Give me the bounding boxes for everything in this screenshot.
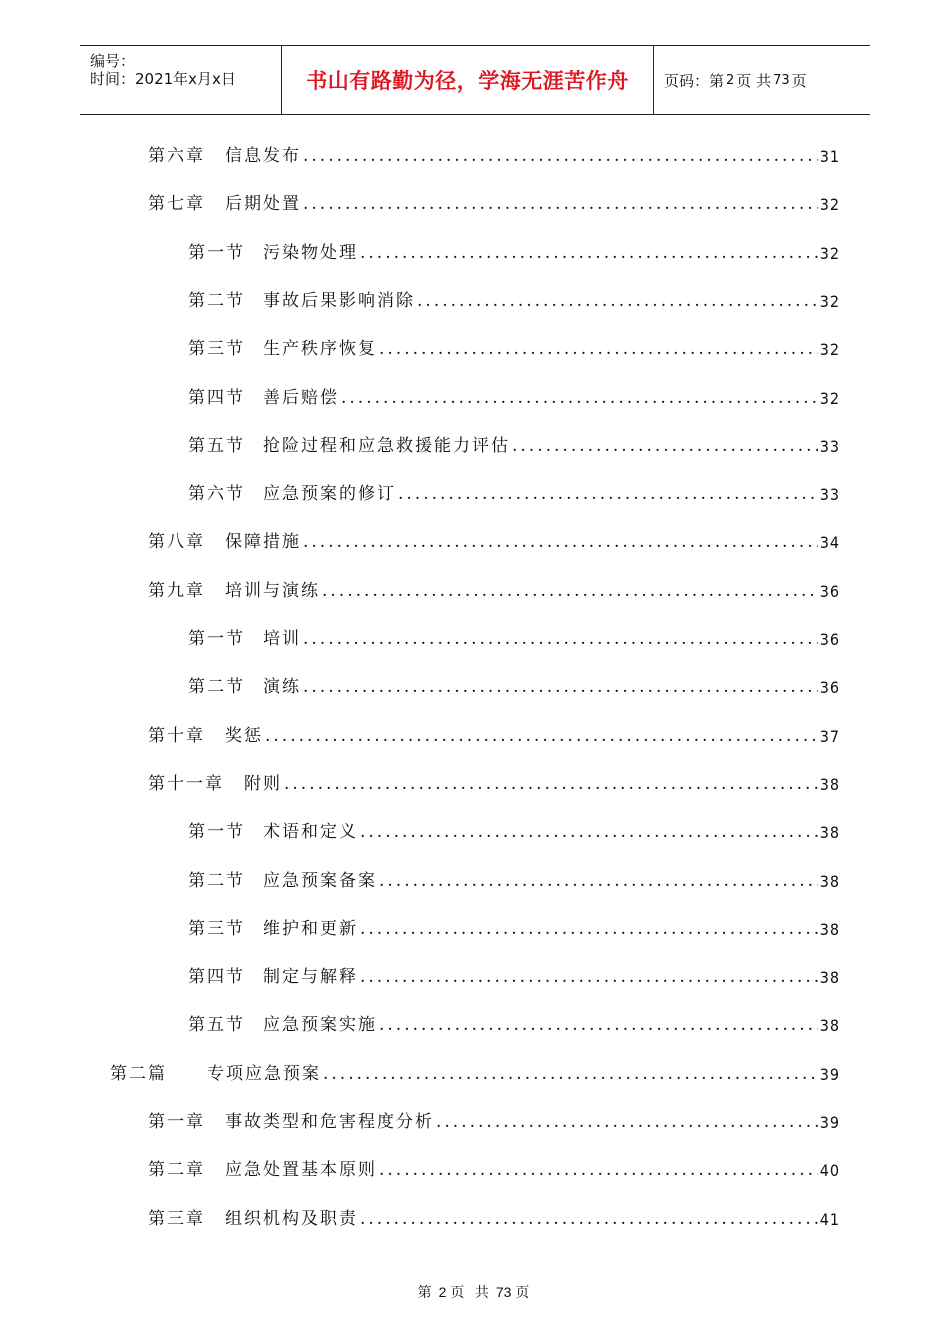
toc-leader-dots bbox=[303, 677, 818, 697]
toc-entry-title: 维护和更新 bbox=[263, 919, 358, 939]
toc-entry-number: 第九章 bbox=[148, 581, 205, 601]
toc-entry[interactable] bbox=[188, 474, 840, 504]
toc-entry-page: 32 bbox=[819, 244, 840, 263]
toc-entry-number: 第十一章 bbox=[148, 774, 224, 794]
toc-entry-page: 32 bbox=[819, 195, 840, 214]
toc-entry-page: 40 bbox=[819, 1161, 840, 1180]
header-page-suffix: 页 bbox=[791, 71, 807, 90]
toc-entry-title: 事故类型和危害程度分析 bbox=[225, 1112, 434, 1132]
toc-entry[interactable] bbox=[148, 1199, 840, 1229]
toc-entry[interactable] bbox=[148, 1150, 840, 1180]
toc-entry-title: 应急处置基本原则 bbox=[225, 1160, 377, 1180]
toc-entry-page: 38 bbox=[819, 920, 840, 939]
toc-entry[interactable] bbox=[188, 667, 840, 697]
toc-entry-number: 第五节 bbox=[188, 436, 245, 456]
toc-entry[interactable] bbox=[188, 957, 840, 987]
toc-leader-dots bbox=[341, 388, 818, 408]
toc-leader-dots bbox=[360, 967, 818, 987]
footer-page-total: 73 bbox=[495, 1284, 512, 1300]
toc-entry-label bbox=[148, 576, 320, 601]
toc-entry-label bbox=[188, 286, 415, 311]
toc-entry-page: 32 bbox=[819, 340, 840, 359]
toc-entry-title: 培训 bbox=[263, 629, 301, 649]
toc-entry-number: 第三章 bbox=[148, 1209, 205, 1229]
toc-entry-label bbox=[148, 189, 301, 214]
toc-entry-page: 36 bbox=[819, 582, 840, 601]
toc-leader-dots bbox=[303, 194, 818, 214]
toc-entry-page: 38 bbox=[819, 775, 840, 794]
toc-entry[interactable] bbox=[188, 281, 840, 311]
toc-entry-label bbox=[188, 431, 510, 456]
header-meta-cell bbox=[80, 46, 282, 114]
toc-entry-page: 36 bbox=[819, 678, 840, 697]
toc-leader-dots bbox=[303, 532, 818, 552]
toc-entry-number: 第一章 bbox=[148, 1112, 205, 1132]
toc-entry-title: 善后赔偿 bbox=[263, 388, 339, 408]
toc-entry-label bbox=[148, 769, 282, 794]
toc-entry-title: 应急预案实施 bbox=[263, 1015, 377, 1035]
toc-entry-label bbox=[148, 141, 301, 166]
toc-entry[interactable] bbox=[188, 812, 840, 842]
toc-entry-number: 第五节 bbox=[188, 1015, 245, 1035]
toc-entry-title: 培训与演练 bbox=[225, 581, 320, 601]
toc-entry[interactable] bbox=[148, 136, 840, 166]
toc-entry-page: 33 bbox=[819, 485, 840, 504]
header-page-total: 73 bbox=[773, 72, 790, 88]
toc-entry-label bbox=[188, 962, 358, 987]
toc-entry[interactable] bbox=[188, 378, 840, 408]
toc-entry-page: 38 bbox=[819, 823, 840, 842]
toc-entry-page: 31 bbox=[819, 147, 840, 166]
toc-entry-page: 37 bbox=[819, 727, 840, 746]
toc-leader-dots bbox=[265, 726, 818, 746]
toc-entry-page: 36 bbox=[819, 630, 840, 649]
toc-entry-page: 33 bbox=[819, 437, 840, 456]
toc-entry-title: 演练 bbox=[263, 677, 301, 697]
toc-leader-dots bbox=[360, 822, 818, 842]
header-page-prefix: 页码：第 bbox=[664, 71, 725, 90]
toc-entry[interactable] bbox=[188, 619, 840, 649]
toc-entry[interactable] bbox=[188, 426, 840, 456]
toc-leader-dots bbox=[417, 291, 818, 311]
toc-entry-title: 信息发布 bbox=[225, 146, 301, 166]
header-page-mid: 页 共 bbox=[736, 71, 772, 90]
header-page-info bbox=[654, 46, 870, 114]
footer-suffix: 页 bbox=[515, 1285, 533, 1301]
toc-entry-page: 38 bbox=[819, 1016, 840, 1035]
footer-mid: 页 共 bbox=[450, 1285, 492, 1301]
header-motto: 书山有路勤为径，学海无涯苦作舟 bbox=[282, 46, 654, 114]
toc-leader-dots bbox=[303, 629, 818, 649]
toc-entry-title: 奖惩 bbox=[225, 726, 263, 746]
toc-entry[interactable] bbox=[148, 716, 840, 746]
footer-page-number: 2 bbox=[438, 1284, 447, 1300]
toc-entry-label bbox=[188, 238, 358, 263]
toc-entry-page: 39 bbox=[819, 1065, 840, 1084]
toc-entry-label bbox=[188, 624, 301, 649]
toc-entry[interactable] bbox=[110, 1054, 840, 1084]
toc-entry-title: 制定与解释 bbox=[263, 967, 358, 987]
toc-leader-dots bbox=[379, 1015, 818, 1035]
page-footer bbox=[0, 1282, 950, 1302]
toc-entry-title: 应急预案备案 bbox=[263, 871, 377, 891]
toc-entry-title: 抢险过程和应急救援能力评估 bbox=[263, 436, 510, 456]
toc-entry[interactable] bbox=[188, 861, 840, 891]
toc-leader-dots bbox=[303, 146, 818, 166]
toc-entry[interactable] bbox=[188, 1005, 840, 1035]
toc-leader-dots bbox=[323, 1064, 818, 1084]
toc-leader-dots bbox=[512, 436, 818, 456]
toc-entry-label bbox=[188, 817, 358, 842]
toc-leader-dots bbox=[360, 1209, 818, 1229]
toc-entry-title: 专项应急预案 bbox=[207, 1064, 321, 1084]
toc-entry-label bbox=[110, 1059, 321, 1084]
toc-entry-number: 第六节 bbox=[188, 484, 245, 504]
toc-entry-title: 保障措施 bbox=[225, 532, 301, 552]
toc-entry-title: 组织机构及职责 bbox=[225, 1209, 358, 1229]
toc-entry-page: 38 bbox=[819, 968, 840, 987]
toc-entry-label bbox=[188, 383, 339, 408]
toc-entry[interactable] bbox=[148, 1102, 840, 1132]
toc-entry[interactable] bbox=[148, 571, 840, 601]
toc-entry-label bbox=[188, 866, 377, 891]
toc-entry-title: 污染物处理 bbox=[263, 243, 358, 263]
toc-entry[interactable] bbox=[148, 184, 840, 214]
toc-entry-number: 第一节 bbox=[188, 822, 245, 842]
toc-entry-label bbox=[188, 914, 358, 939]
toc-leader-dots bbox=[360, 243, 818, 263]
toc-entry-label bbox=[188, 479, 396, 504]
toc-leader-dots bbox=[379, 339, 818, 359]
toc-entry-number: 第二篇 bbox=[110, 1064, 167, 1084]
page-header bbox=[80, 45, 870, 115]
toc-entry-number: 第一节 bbox=[188, 629, 245, 649]
toc-entry-title: 应急预案的修订 bbox=[263, 484, 396, 504]
toc-entry-label bbox=[188, 334, 377, 359]
toc-entry[interactable] bbox=[188, 329, 840, 359]
header-page-number: 2 bbox=[726, 72, 735, 88]
toc-entry-page: 34 bbox=[819, 533, 840, 552]
toc-entry-title: 术语和定义 bbox=[263, 822, 358, 842]
toc-entry-title: 附则 bbox=[244, 774, 282, 794]
toc-entry-label bbox=[188, 1010, 377, 1035]
toc-entry-number: 第三节 bbox=[188, 339, 245, 359]
toc-entry[interactable] bbox=[188, 233, 840, 263]
toc-entry-page: 32 bbox=[819, 389, 840, 408]
toc-entry-page: 32 bbox=[819, 292, 840, 311]
toc-entry-page: 39 bbox=[819, 1113, 840, 1132]
toc-entry-number: 第四节 bbox=[188, 967, 245, 987]
toc-entry-number: 第二节 bbox=[188, 291, 245, 311]
footer-prefix: 第 bbox=[417, 1285, 435, 1301]
toc-entry-number: 第二节 bbox=[188, 871, 245, 891]
toc-leader-dots bbox=[379, 871, 818, 891]
toc-entry-page: 38 bbox=[819, 872, 840, 891]
toc-entry-title: 生产秩序恢复 bbox=[263, 339, 377, 359]
toc-entry-label bbox=[148, 1204, 358, 1229]
serial-label: 编号： bbox=[90, 52, 136, 70]
toc-entry-label bbox=[148, 1155, 377, 1180]
toc-entry-number: 第三节 bbox=[188, 919, 245, 939]
toc-entry-label bbox=[148, 721, 263, 746]
toc-entry-number: 第二节 bbox=[188, 677, 245, 697]
toc-entry-title: 事故后果影响消除 bbox=[263, 291, 415, 311]
toc-entry-number: 第八章 bbox=[148, 532, 205, 552]
toc-entry[interactable] bbox=[148, 764, 840, 794]
toc-leader-dots bbox=[322, 581, 818, 601]
toc-entry-number: 第七章 bbox=[148, 194, 205, 214]
toc-leader-dots bbox=[284, 774, 818, 794]
toc-entry-title: 后期处置 bbox=[225, 194, 301, 214]
toc-entry-page: 41 bbox=[819, 1210, 840, 1229]
toc-leader-dots bbox=[360, 919, 818, 939]
toc-entry[interactable] bbox=[188, 909, 840, 939]
toc-entry-number: 第十章 bbox=[148, 726, 205, 746]
toc-entry-number: 第一节 bbox=[188, 243, 245, 263]
toc-entry[interactable] bbox=[148, 522, 840, 552]
toc-entry-label bbox=[188, 672, 301, 697]
toc-entry-number: 第六章 bbox=[148, 146, 205, 166]
toc-entry-label bbox=[148, 1107, 434, 1132]
toc-entry-number: 第四节 bbox=[188, 388, 245, 408]
toc-entry-label bbox=[148, 527, 301, 552]
toc-entry-number: 第二章 bbox=[148, 1160, 205, 1180]
toc-leader-dots bbox=[398, 484, 818, 504]
toc-leader-dots bbox=[436, 1112, 818, 1132]
toc-leader-dots bbox=[379, 1160, 818, 1180]
time-label: 时间：2021年x月x日 bbox=[90, 70, 236, 88]
